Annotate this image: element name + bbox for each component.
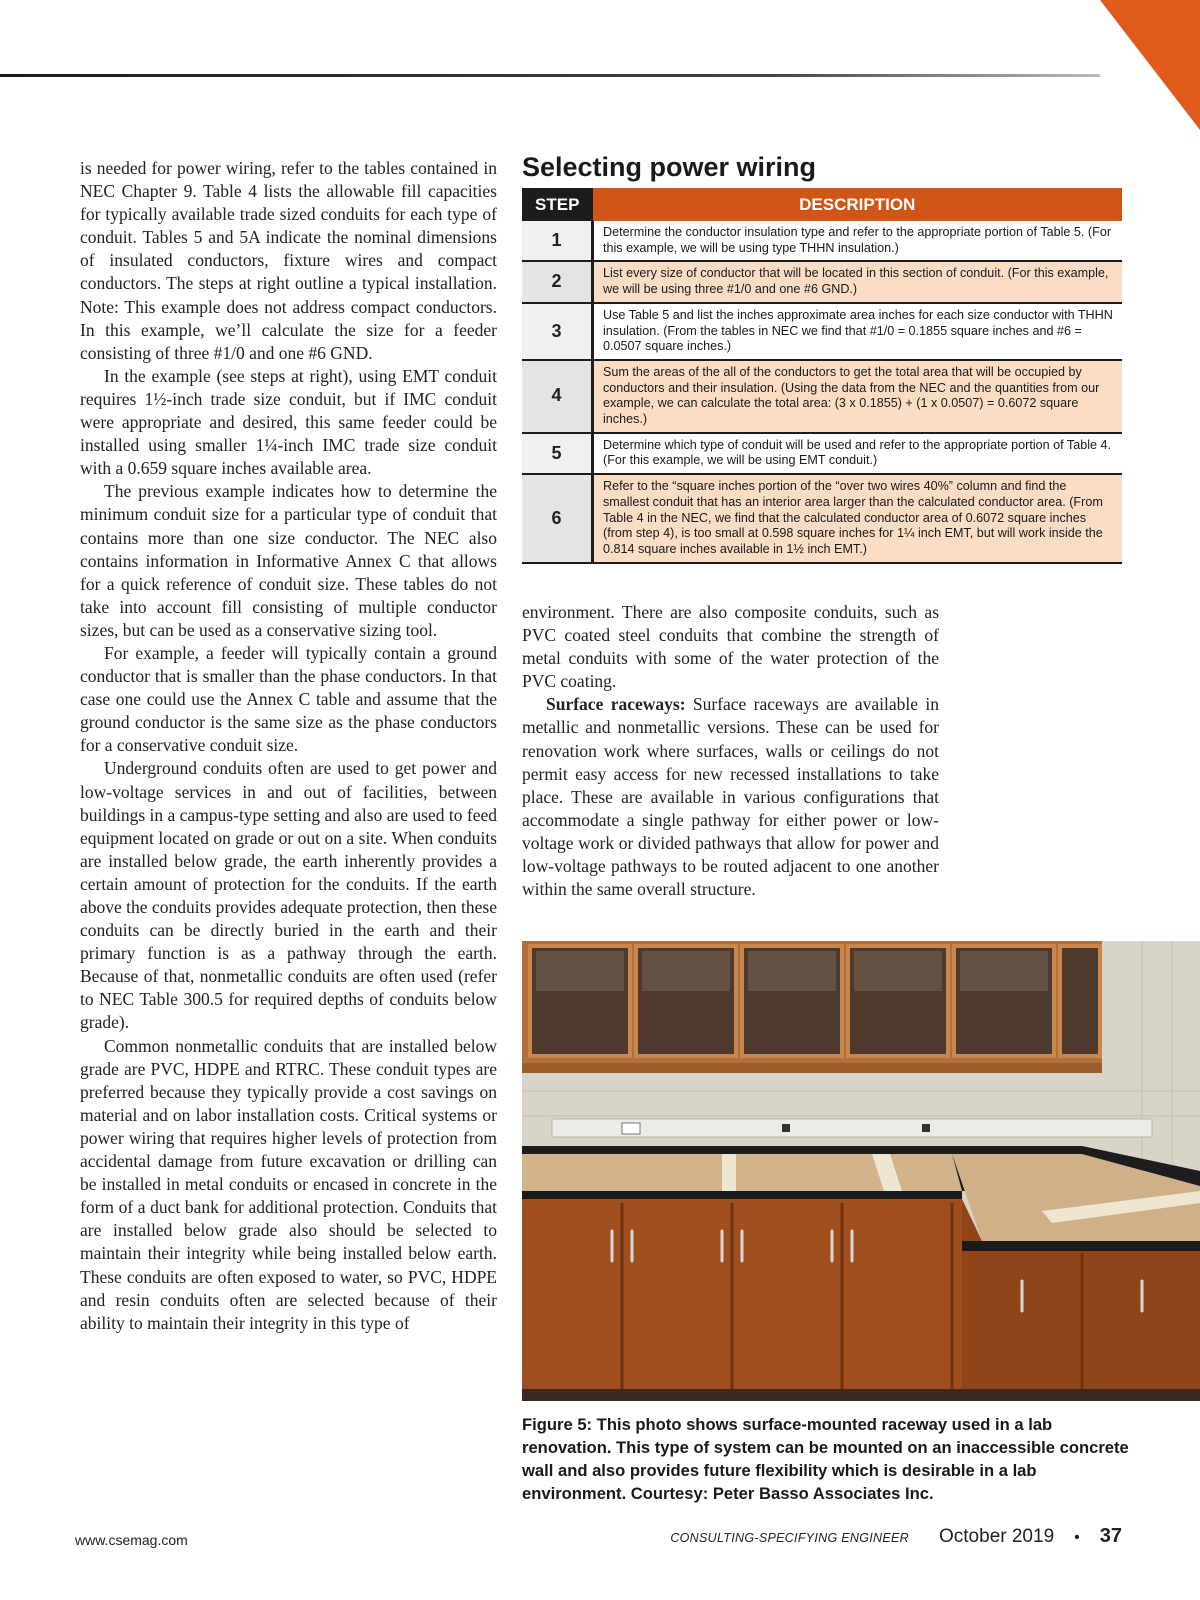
step-description: Use Table 5 and list the inches approximate area inches for each size conductor with THHN insulation. (From the tables in NEC we find that #1/0 = 0.1855 square inches and #6 = 0.0507 square inches.): [593, 303, 1123, 360]
step-number: 3: [522, 303, 593, 360]
table-row: [522, 221, 1122, 261]
paragraph: Underground conduits often are used to get power and low-voltage services in and out of facilities, between buildings in a campus-type setting and also are used to feed equipment located on grade or out on a site. When conduits are installed below grade, the earth inherently provides a certain amount of protection for the conduits. If the earth above the conduits provides adequate protection, then these conduits can be directly buried in the earth and their primary function is as a pathway through the earth. Because of that, nonmetallic conduits are often used (refer to NEC Table 300.5 for required depths of conduits below grade).: [80, 758, 497, 1033]
paragraph-text: Surface raceways are available in metallic and nonmetallic versions. These can be used for renovation work where surfaces, walls or ceilings do not permit easy access for new recessed installations to take place. These are available in various configurations that accommodate a single pathway for either power or low-voltage work or divided pathways that allow for power and low-voltage pathways to be routed adjacent to one another within the same overall structure.: [522, 694, 939, 900]
step-number: 2: [522, 261, 593, 302]
step-number: 5: [522, 433, 593, 474]
paragraph: For example, a feeder will typically contain a ground conductor that is smaller than the phase conductors. In that case one could use the Annex C table and assume that the ground conductor is the same size as the phase conductors for a conservative conduit size.: [80, 642, 497, 756]
paragraph: is needed for power wiring, refer to the tables contained in NEC Chapter 9. Table 4 lists the allowable fill capacities for typically available trade sized conduits for each type of conduit. Tables 5 and 5A indicate the nominal dimensions of insulated conductors, fixture wires and compact conductors. The steps at right outline a typical installation. Note: This example does not address compact conductors. In this example, we’ll calculate the size for a feeder consisting of three #1/0 and one #6 GND.: [80, 158, 497, 363]
column-header-description: DESCRIPTION: [593, 188, 1123, 221]
lab-renovation-photo: [522, 941, 1200, 1401]
footer-folio: [670, 1525, 1122, 1548]
step-description: Sum the areas of the all of the conductors to get the total area that will be occupied by conductors and their insulation. (Using the data from the NEC and the quantities from our example, we can calculate the total area: (3 x 0.1855) + (1 x 0.0507) = 0.6072 square inches.): [593, 360, 1123, 433]
table-row: [522, 261, 1122, 302]
step-description: List every size of conductor that will be located in this section of conduit. (For this example, we will be using three #1/0 and one #6 GND.): [593, 261, 1123, 302]
table-row: [522, 433, 1122, 474]
step-number: 4: [522, 360, 593, 433]
figure-caption: Figure 5: This photo shows surface-mounted raceway used in a lab renovation. This type of system can be mounted on an inaccessible concrete wall and also provides future flexibility which is desirable in a lab environment. Courtesy: Peter Basso Associates Inc.: [522, 1415, 1129, 1503]
step-description: Determine which type of conduit will be used and refer to the appropriate portion of Table 4. (For this example, we will be using EMT conduit.): [593, 433, 1123, 474]
step-number: 1: [522, 221, 593, 261]
run-in-heading: Surface raceways:: [546, 694, 686, 715]
table-row: [522, 303, 1122, 360]
paragraph: The previous example indicates how to determine the minimum conduit size for a particular type of conduit that contains more than one size conductor. The NEC also contains information in Informative Annex C that allows for a quick reference of conduit size. These tables do not take into account fill consisting of multiple conductor sizes, but can be used as a conservative sizing tool.: [80, 481, 497, 640]
step-description: Refer to the “square inches portion of the “over two wires 40%” column and find the smallest conduit that has an interior area larger than the calculated conductor area. (From Table 4 in the NEC, we find that the calculated conductor area of 0.6072 square inches (from step 4), is too small at 0.598 square inches for 1¼ inch EMT, but will work inside the 0.814 square inches available in 1½ inch EMT.): [593, 474, 1123, 563]
step-number: 6: [522, 474, 593, 563]
corner-accent: [1100, 0, 1200, 130]
footer-url[interactable]: www.csemag.com: [75, 1532, 188, 1548]
step-description: Determine the conductor insulation type and refer to the appropriate portion of Table 5. (For this example, we will be using type THHN insulation.): [593, 221, 1123, 261]
issue-date: October 2019: [939, 1526, 1055, 1547]
steps-table-block: [522, 150, 1122, 564]
paragraph: [522, 693, 939, 901]
table-row: [522, 360, 1122, 433]
column-header-step: STEP: [522, 188, 593, 221]
bullet-separator: •: [1074, 1529, 1080, 1546]
paragraph: In the example (see steps at right), using EMT conduit requires 1½-inch trade size conduit, but if IMC conduit were appropriate and desired, this same feeder could be installed using smaller 1¼-inch IMC trade size conduit with a 0.659 square inches available area.: [80, 365, 497, 479]
table-header-row: [522, 188, 1122, 221]
paragraph: environment. There are also composite conduits, such as PVC coated steel conduits that combine the strength of metal conduits with some of the water protection of the PVC coating.: [522, 602, 939, 692]
paragraph: Common nonmetallic conduits that are installed below grade are PVC, HDPE and RTRC. These conduit types are preferred because they typically provide a cost savings on material and on labor installation costs. Critical systems or power wiring that requires higher levels of protection from accidental damage from future excavation or drilling can be installed in metal conduits or encased in concrete in the form of a duct bank for additional protection. Conduits that are installed below grade also should be selected to maintain their integrity while being installed below earth. These conduits are often exposed to water, so PVC, HDPE and resin conduits often are selected because of their ability to maintain their integrity in this type of: [80, 1035, 497, 1333]
steps-table: [522, 188, 1122, 564]
header-rule: [0, 74, 1100, 77]
left-column: [80, 157, 497, 1335]
magazine-name: CONSULTING-SPECIFYING ENGINEER: [670, 1531, 909, 1545]
page-number: 37: [1099, 1525, 1122, 1547]
table-title: Selecting power wiring: [522, 152, 817, 182]
table-row: [522, 474, 1122, 563]
right-column: [522, 601, 939, 901]
